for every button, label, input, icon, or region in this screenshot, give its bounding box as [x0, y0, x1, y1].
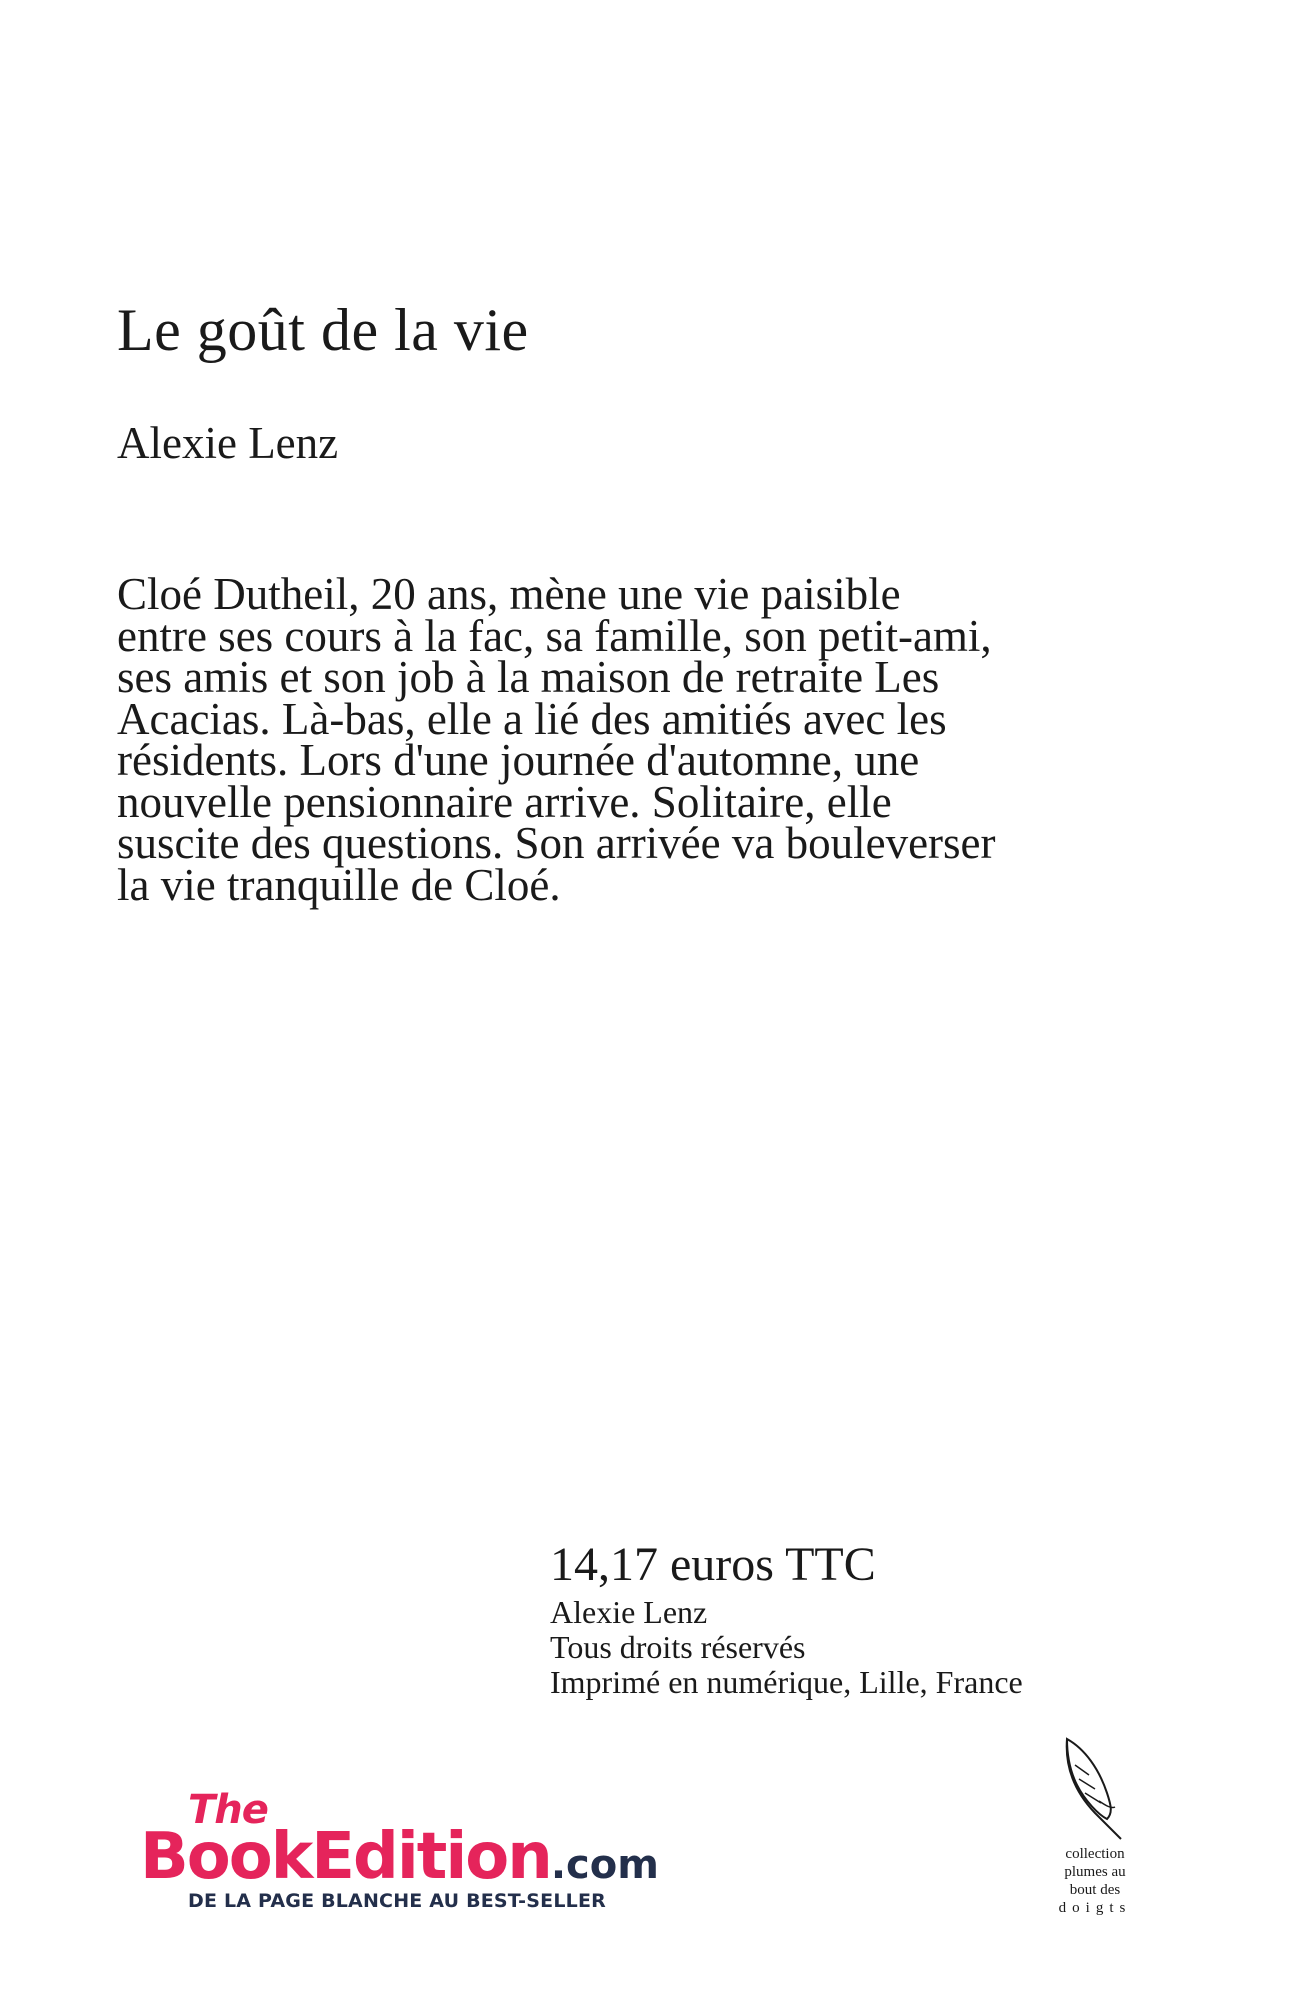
- imprint-block: [550, 1535, 1023, 1700]
- book-summary: Cloé Dutheil, 20 ans, mène une vie paisible entre ses cours à la fac, sa famille, son petit-ami, ses amis et son job à la maison de retraite Les Acacias. Là-bas, elle a lié des amitiés avec les résidents. Lors d'une journée d'automne, une nouvelle pensionnaire arrive. Solitaire, elle suscite des questions. Son arrivée va bouleverser la vie tranquille de Cloé.: [117, 569, 996, 910]
- imprint-author: Alexie Lenz: [550, 1594, 708, 1630]
- collection-mark: [1040, 1735, 1150, 1917]
- logo-wordmark: [140, 1822, 659, 1900]
- collection-name: [1040, 1845, 1150, 1917]
- rights-notice: Tous droits réservés: [550, 1629, 806, 1665]
- collection-line: collection: [1065, 1846, 1125, 1862]
- book-title: Le goût de la vie: [117, 297, 529, 363]
- price: 14,17 euros TTC: [550, 1538, 876, 1591]
- collection-line: plumes au: [1064, 1864, 1126, 1880]
- collection-line: doigts: [1058, 1900, 1132, 1916]
- logo-the: The: [188, 1787, 268, 1833]
- logo-name: BookEdition: [140, 1820, 551, 1894]
- print-location: Imprimé en numérique, Lille, France: [550, 1664, 1023, 1700]
- book-author: Alexie Lenz: [117, 418, 339, 468]
- feather-quill-icon: [1055, 1735, 1135, 1845]
- collection-line: bout des: [1069, 1882, 1121, 1898]
- logo-domain: .com: [550, 1842, 659, 1888]
- logo-tagline: DE LA PAGE BLANCHE AU BEST-SELLER: [188, 1890, 606, 1912]
- publisher-logo: [140, 1787, 760, 1912]
